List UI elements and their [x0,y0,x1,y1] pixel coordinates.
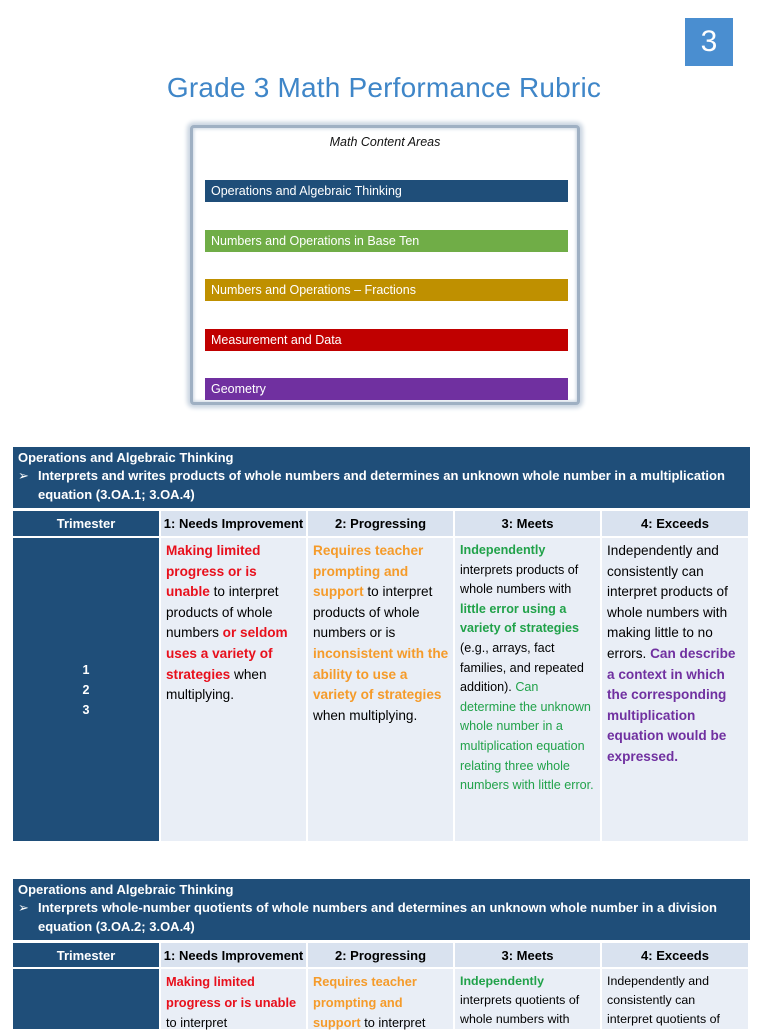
me-emphasis-2: little error using a variety of strategies [460,601,579,636]
pr-emphasis-2: inconsistent with the ability to use a variety of strategies [313,645,449,703]
col-header-progressing: 2: Progressing [308,511,453,536]
me-text-2: (e.g., arrays, fact families, and repeated addition). [460,640,584,695]
meets-cell [455,538,600,841]
col-header-progressing: 2: Progressing [308,943,453,967]
ni-text: to interpret [166,1015,228,1030]
col-header-needs-improvement: 1: Needs Improvement [161,943,306,967]
ex-emphasis: Can describe a context in which the corresponding multiplication equation would be expressed. [607,645,736,764]
ni-emphasis: Making limited progress or is unable [166,543,261,600]
col-header-trimester: Trimester [13,943,159,967]
rubric-body-row [13,969,750,1029]
area-geometry: Geometry [205,378,568,400]
ni-emphasis-2: or seldom uses a variety of strategies [166,625,288,682]
content-areas-box [190,125,580,405]
pr-text-2: when multiplying. [313,707,418,723]
content-areas-title: Math Content Areas [329,135,441,149]
rubric-header [13,447,750,508]
trimester-3: 3 [82,702,90,717]
pr-emphasis: Requires teacher prompting and support [313,543,424,600]
ex-text: Independently and consistently can interpret quotients of [607,974,720,1026]
rubric-standard [18,898,744,936]
page-title: Grade 3 Math Performance Rubric [166,72,602,103]
pr-text: to interpret products of whole numbers or is [313,584,433,641]
pr-emphasis: Requires teacher prompting and support [313,974,417,1030]
area-numbers-operations-base-ten: Numbers and Operations in Base Ten [205,230,568,252]
rubric-standard [18,466,744,504]
exceeds-cell [602,969,748,1029]
rubric-body-row [13,538,750,841]
col-header-meets: 3: Meets [455,943,600,967]
rubric-table-division [13,879,750,1029]
page-number-badge: 3 [685,18,733,66]
rubric-domain: Operations and Algebraic Thinking [18,882,234,897]
ni-text: to interpret products of whole numbers [166,584,279,641]
arrow-bullet-icon: ➢ [18,900,29,915]
rubric-column-headers [13,943,750,967]
col-header-exceeds: 4: Exceeds [602,511,748,536]
progressing-cell [308,538,453,841]
col-header-meets: 3: Meets [455,511,600,536]
ex-text: Independently and consistently can interpret products of whole numbers with making little to no errors. [607,543,728,661]
pr-text: to interpret [360,1015,426,1030]
me-emphasis: Independently [460,974,544,988]
needs-improvement-cell [161,969,306,1029]
rubric-header [13,879,750,940]
rubric-table-multiplication [13,447,750,841]
trimester-1: 1 [82,662,90,677]
me-green-text: Can determine the unknown whole number in a multiplication equation relating three whole numbers with little error. [460,680,594,793]
me-emphasis: Independently [460,543,546,557]
ni-emphasis: Making limited progress or is unable [166,974,297,1010]
col-header-exceeds: 4: Exceeds [602,943,748,967]
rubric-domain: Operations and Algebraic Thinking [18,450,234,465]
rubric-standard-text: Interprets and writes products of whole numbers and determines an unknown whole number in a multiplication equation (3.OA.1; 3.OA.4) [38,468,725,502]
trimester-cell [13,538,159,841]
progressing-cell [308,969,453,1029]
area-measurement-data: Measurement and Data [205,329,568,351]
col-header-trimester: Trimester [13,511,159,536]
trimester-2: 2 [82,682,90,697]
ni-text-2: when multiplying. [166,666,267,703]
me-text: interprets products of whole numbers with [460,562,579,597]
meets-cell [455,969,600,1029]
area-operations-algebraic-thinking: Operations and Algebraic Thinking [205,180,568,202]
rubric-standard-text: Interprets whole-number quotients of whole numbers and determines an unknown whole number in a division equation (3.OA.2; 3.OA.4) [38,900,717,934]
exceeds-cell [602,538,748,841]
needs-improvement-cell [161,538,306,841]
arrow-bullet-icon: ➢ [18,468,29,483]
trimester-cell [13,969,159,1029]
col-header-needs-improvement: 1: Needs Improvement [161,511,306,536]
rubric-column-headers [13,511,750,536]
area-numbers-operations-fractions: Numbers and Operations – Fractions [205,279,568,301]
me-text: interprets quotients of whole numbers with [460,992,580,1026]
